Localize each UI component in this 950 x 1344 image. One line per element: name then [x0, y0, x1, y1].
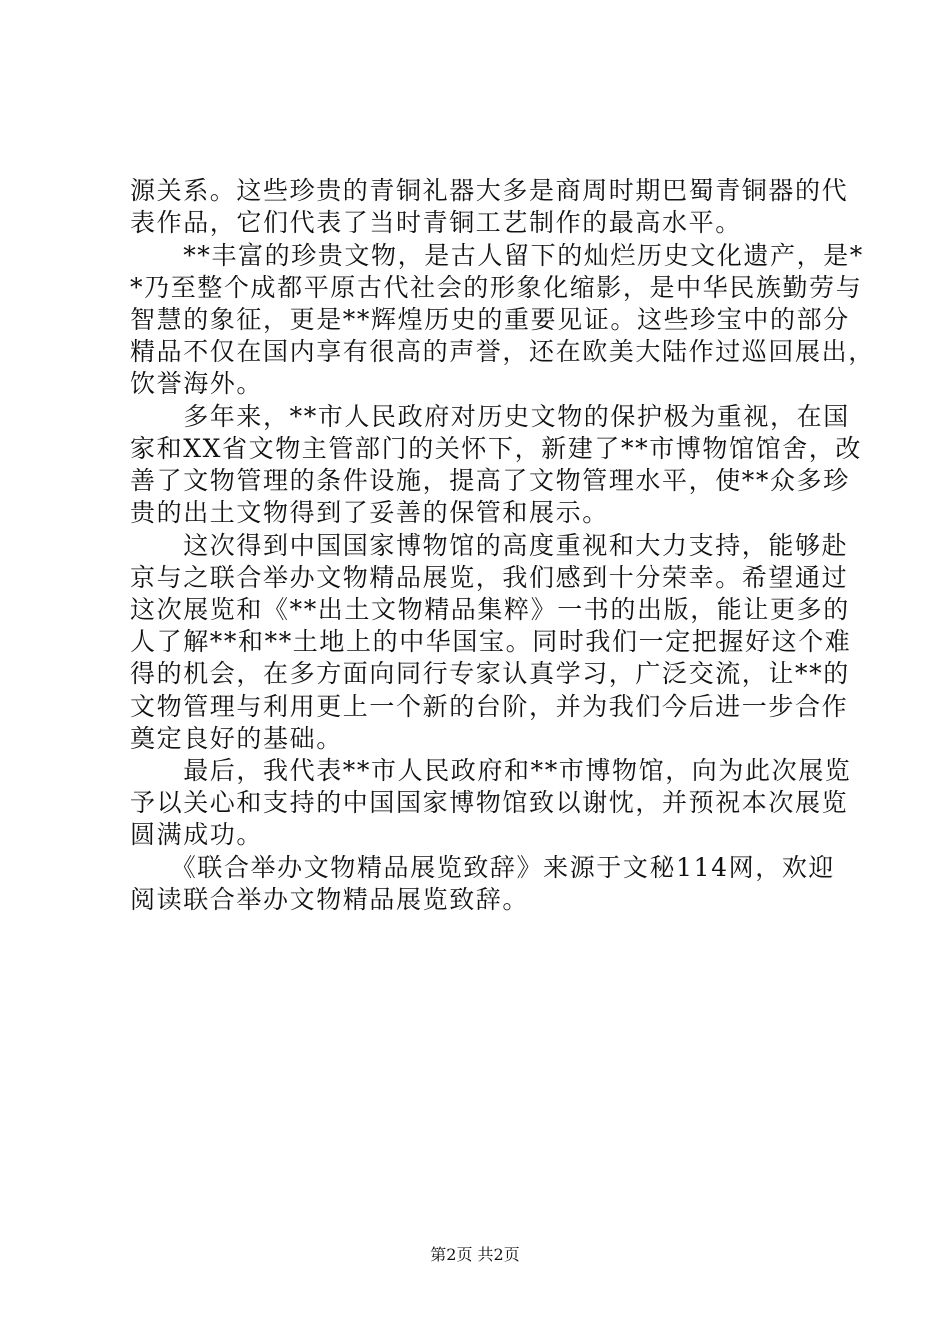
text-line: 《联合举办文物精品展览致辞》来源于文秘114网，欢迎	[130, 853, 836, 882]
text-line: 智慧的象征，更是**辉煌历史的重要见证。这些珍宝中的部分	[130, 305, 850, 334]
text-line: 家和XX省文物主管部门的关怀下，新建了**市博物馆馆舍，改	[130, 434, 862, 463]
text-line: 人了解**和**土地上的中华国宝。同时我们一定把握好这个难	[130, 627, 852, 656]
text-line: 文物管理与利用更上一个新的台阶，并为我们今后进一步合作	[130, 692, 849, 721]
text-line: 予以关心和支持的中国国家博物馆致以谢忱，并预祝本次展览	[130, 788, 849, 817]
page-number-footer: 第2页 共2页	[430, 1245, 520, 1264]
text-line: 多年来，**市人民政府对历史文物的保护极为重视，在国	[130, 402, 850, 431]
text-line: 精品不仅在国内享有很高的声誉，还在欧美大陆作过巡回展出，	[130, 337, 875, 366]
text-line: 这次得到中国国家博物馆的高度重视和大力支持，能够赴	[130, 531, 849, 560]
text-line: 饮誉海外。	[130, 369, 264, 398]
text-line: **丰富的珍贵文物，是古人留下的灿烂历史文化遗产，是*	[130, 241, 864, 270]
text-line: *乃至整个成都平原古代社会的形象化缩影，是中华民族勤劳与	[130, 273, 863, 302]
text-line: 得的机会，在多方面向同行专家认真学习，广泛交流，让**的	[130, 659, 850, 688]
text-line: 这次展览和《**出土文物精品集粹》一书的出版，能让更多的	[130, 595, 850, 624]
text-line: 奠定良好的基础。	[130, 724, 343, 753]
text-line: 贵的出土文物得到了妥善的保管和展示。	[130, 498, 609, 527]
text-line: 阅读联合举办文物精品展览致辞。	[130, 885, 530, 914]
text-line: 善了文物管理的条件设施，提高了文物管理水平，使**众多珍	[130, 466, 850, 495]
text-line: 京与之联合举办文物精品展览，我们感到十分荣幸。希望通过	[130, 563, 849, 592]
text-line: 最后，我代表**市人民政府和**市博物馆，向为此次展览	[130, 756, 852, 785]
text-line: 源关系。这些珍贵的青铜礼器大多是商周时期巴蜀青铜器的代	[130, 176, 849, 205]
text-line: 表作品，它们代表了当时青铜工艺制作的最高水平。	[130, 208, 742, 237]
text-line: 圆满成功。	[130, 820, 264, 849]
